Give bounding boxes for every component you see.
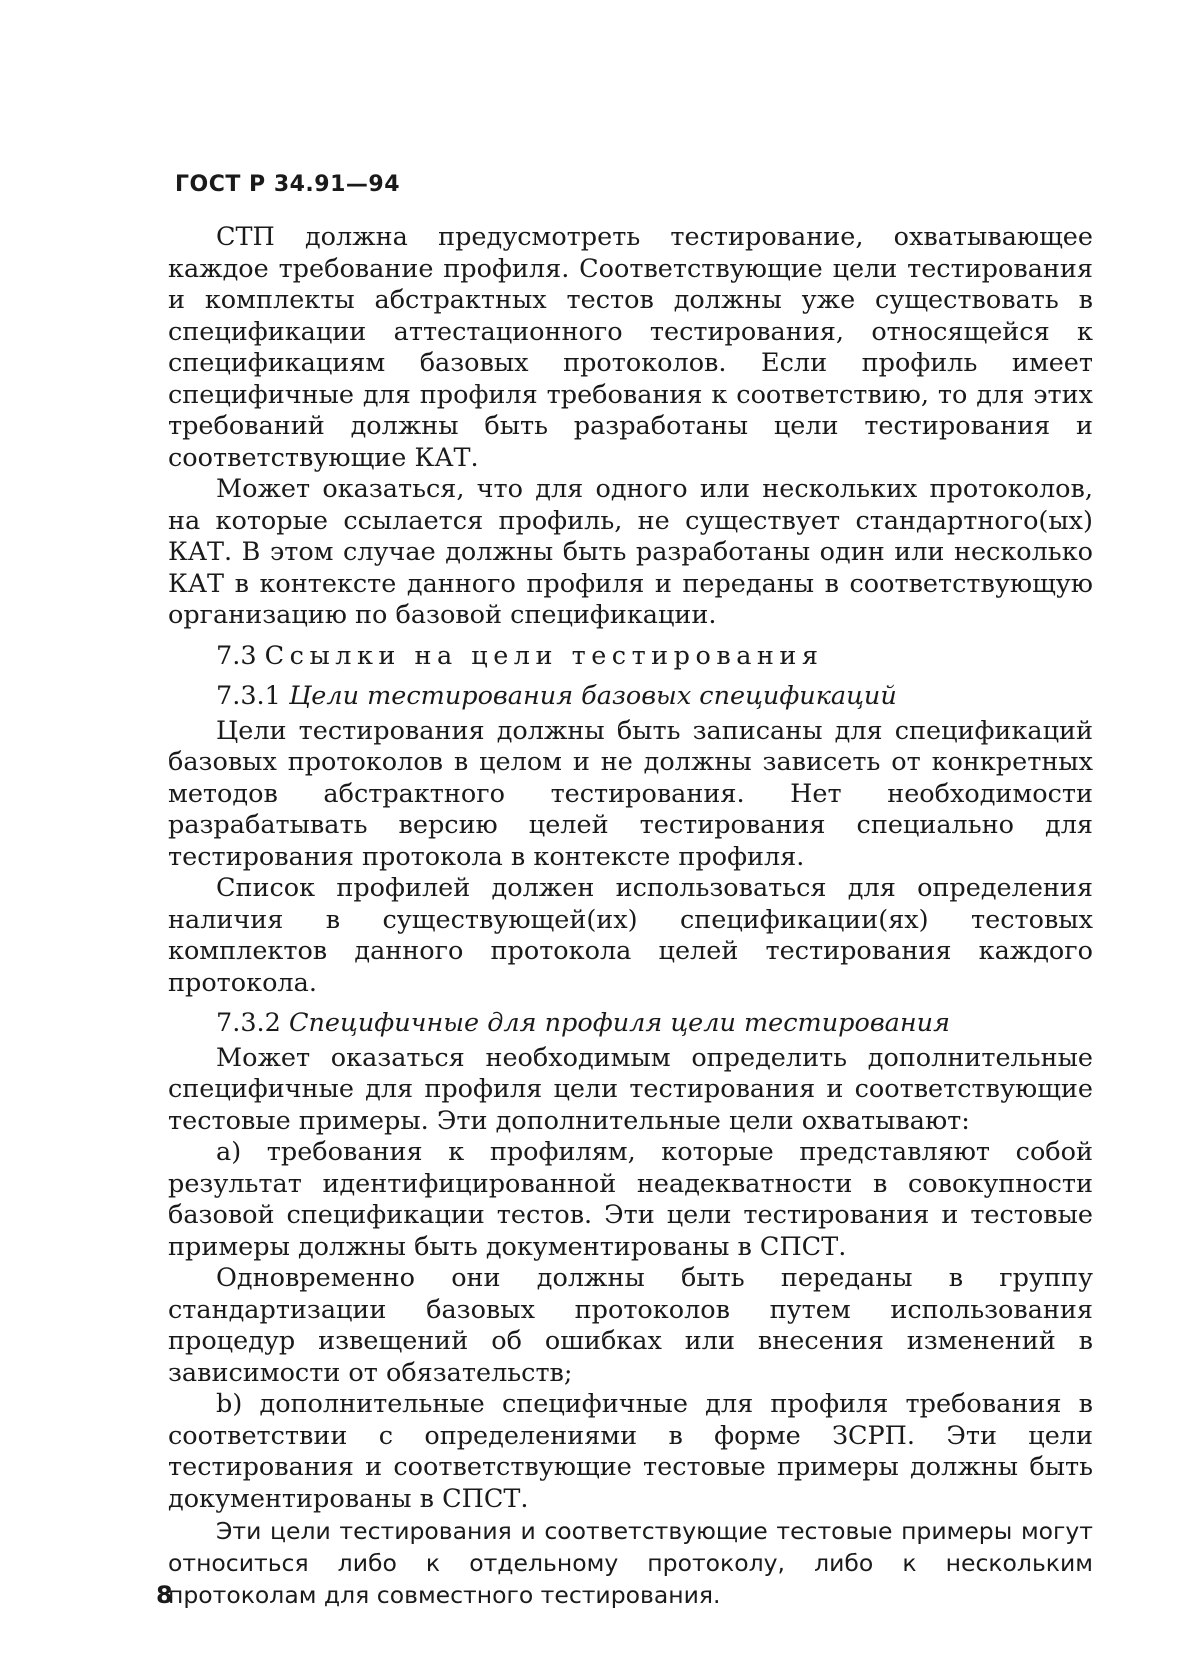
section-7-3-2-number: 7.3.2 [216,1008,281,1038]
paragraph-missing-kat: Может оказаться, что для одного или нескольких протоколов, на которые ссылается профиль, не существует стандартного(ых) КАТ. В этом случае должны быть разработаны один или несколько КАТ в контексте данного профиля и переданы в соответствующую организацию по базовой спецификации. [168,474,1093,630]
section-7-3-2-heading [168,1008,1093,1040]
list-item-a: a) требования к профилям, которые представляют собой результат идентифицированной неадекватности в совокупности базовой спецификации тестов. Эти цели тестирования и тестовые примеры должны быть документированы в СПСТ. [168,1137,1093,1262]
document-code-header: ГОСТ Р 34.91—94 [175,172,401,197]
paragraph-base-spec-goals: Цели тестирования должны быть записаны для спецификаций базовых протоколов в целом и не должны зависеть от конкретных методов абстрактного тестирования. Нет необходимости разрабатывать версию целей тестирования специально для тестирования протокола в контексте профиля. [168,715,1093,872]
paragraph-profile-list: Список профилей должен использоваться для определения наличия в существующей(их) спецификации(ях) тестовых комплектов данного протокола целей тестирования каждого протокола. [168,873,1093,998]
paragraph-stp-coverage: СТП должна предусмотреть тестирование, охватывающее каждое требование профиля. Соответствующие цели тестирования и комплекты абстрактных тестов должны уже существовать в спецификации аттестационного тестирования, относящейся к спецификациям базовых протоколов. Если профиль имеет специфичные для профиля требования к соответствию, то для этих требований должны быть разработаны цели тестирования и соответствующие КАТ. [168,222,1093,473]
list-item-b: b) дополнительные специфичные для профиля требования в соответствии с определениями в форме ЗСРП. Эти цели тестирования и соответствующие тестовые примеры должны быть документированы в СПСТ. [168,1389,1093,1514]
document-body [168,222,1093,1611]
section-7-3-title: Ссылки на цели тестирования [264,640,824,671]
section-7-3-1-title: Цели тестирования базовых спецификаций [289,681,897,711]
section-7-3-1-number: 7.3.1 [216,681,281,711]
section-7-3-heading [168,641,1093,673]
paragraph-additional-goals: Может оказаться необходимым определить дополнительные специфичные для профиля цели тестирования и соответствующие тестовые примеры. Эти дополнительные цели охватывают: [168,1042,1093,1136]
section-7-3-1-heading [168,681,1093,713]
paragraph-simultaneous-transfer: Одновременно они должны быть переданы в группу стандартизации базовых протоколов путем использования процедур извещений об ошибках или внесения изменений в зависимости от обязательств; [168,1263,1093,1388]
section-7-3-number: 7.3 [216,640,257,671]
paragraph-joint-testing: Эти цели тестирования и соответствующие тестовые примеры могут относиться либо к отдельному протоколу, либо к нескольким протоколам для совместного тестирования. [168,1517,1093,1609]
section-7-3-2-title: Специфичные для профиля цели тестирования [289,1008,950,1038]
page-number: 8 [156,1581,173,1609]
